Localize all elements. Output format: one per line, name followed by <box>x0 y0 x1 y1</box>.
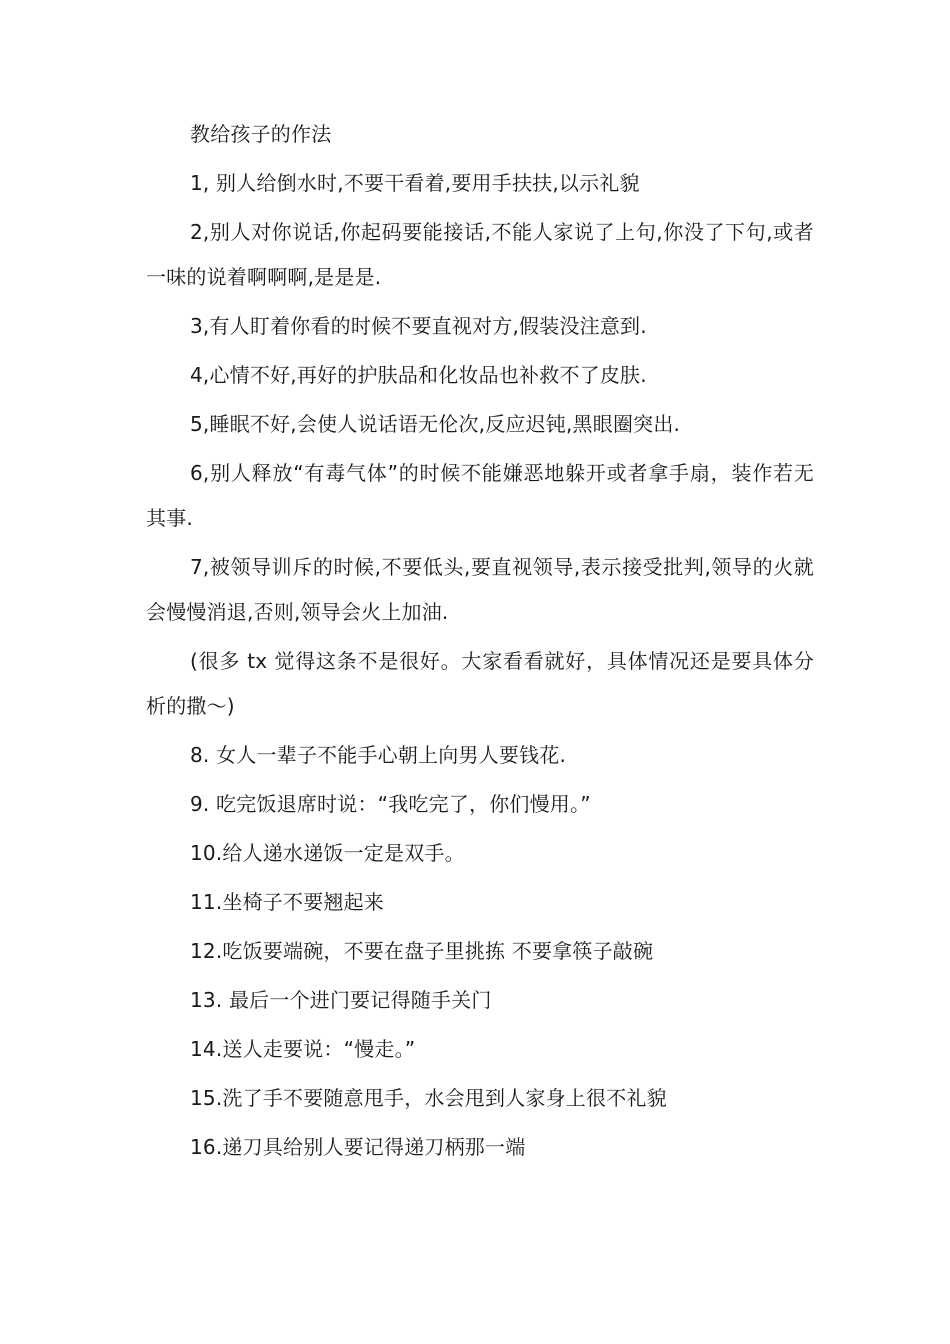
paragraph-6: 6,别人释放“有毒气体”的时候不能嫌恶地躲开或者拿手扇，装作若无其事. <box>146 461 814 530</box>
paragraph-1: 1, 别人给倒水时,不要干看着,要用手扶扶,以示礼貌 <box>190 171 640 195</box>
paragraph-15: 15.洗了手不要随意甩手，水会甩到人家身上很不礼貌 <box>190 1086 667 1110</box>
paragraph-12: 12.吃饭要端碗，不要在盘子里挑拣 不要拿筷子敲碗 <box>190 939 654 963</box>
paragraph-note: (很多 tx 觉得这条不是很好。大家看看就好，具体情况还是要具体分析的撒～) <box>146 649 814 718</box>
paragraph-4: 4,心情不好,再好的护肤品和化妆品也补救不了皮肤. <box>190 363 647 387</box>
paragraph-5: 5,睡眠不好,会使人说话语无伦次,反应迟钝,黑眼圈突出. <box>190 412 681 436</box>
paragraph-13: 13. 最后一个进门要记得随手关门 <box>190 988 492 1012</box>
paragraph-3: 3,有人盯着你看的时候不要直视对方,假装没注意到. <box>190 314 647 338</box>
paragraph-16: 16.递刀具给别人要记得递刀柄那一端 <box>190 1135 526 1159</box>
paragraph-2: 2,别人对你说话,你起码要能接话,不能人家说了上句,你没了下句,或者一味的说着啊啊啊,是是是. <box>146 220 814 289</box>
paragraph-11: 11.坐椅子不要翘起来 <box>190 890 385 914</box>
paragraph-8: 8. 女人一辈子不能手心朝上向男人要钱花. <box>190 743 566 767</box>
document-body <box>146 112 814 1174</box>
paragraph-9: 9. 吃完饭退席时说：“我吃完了，你们慢用。” <box>190 792 591 816</box>
paragraph-10: 10.给人递水递饭一定是双手。 <box>190 841 465 865</box>
paragraph-14: 14.送人走要说：“慢走。” <box>190 1037 416 1061</box>
paragraph-7: 7,被领导训斥的时候,不要低头,要直视领导,表示接受批判,领导的火就会慢慢消退,否则,领导会火上加油. <box>146 555 814 624</box>
document-title: 教给孩子的作法 <box>190 122 332 146</box>
